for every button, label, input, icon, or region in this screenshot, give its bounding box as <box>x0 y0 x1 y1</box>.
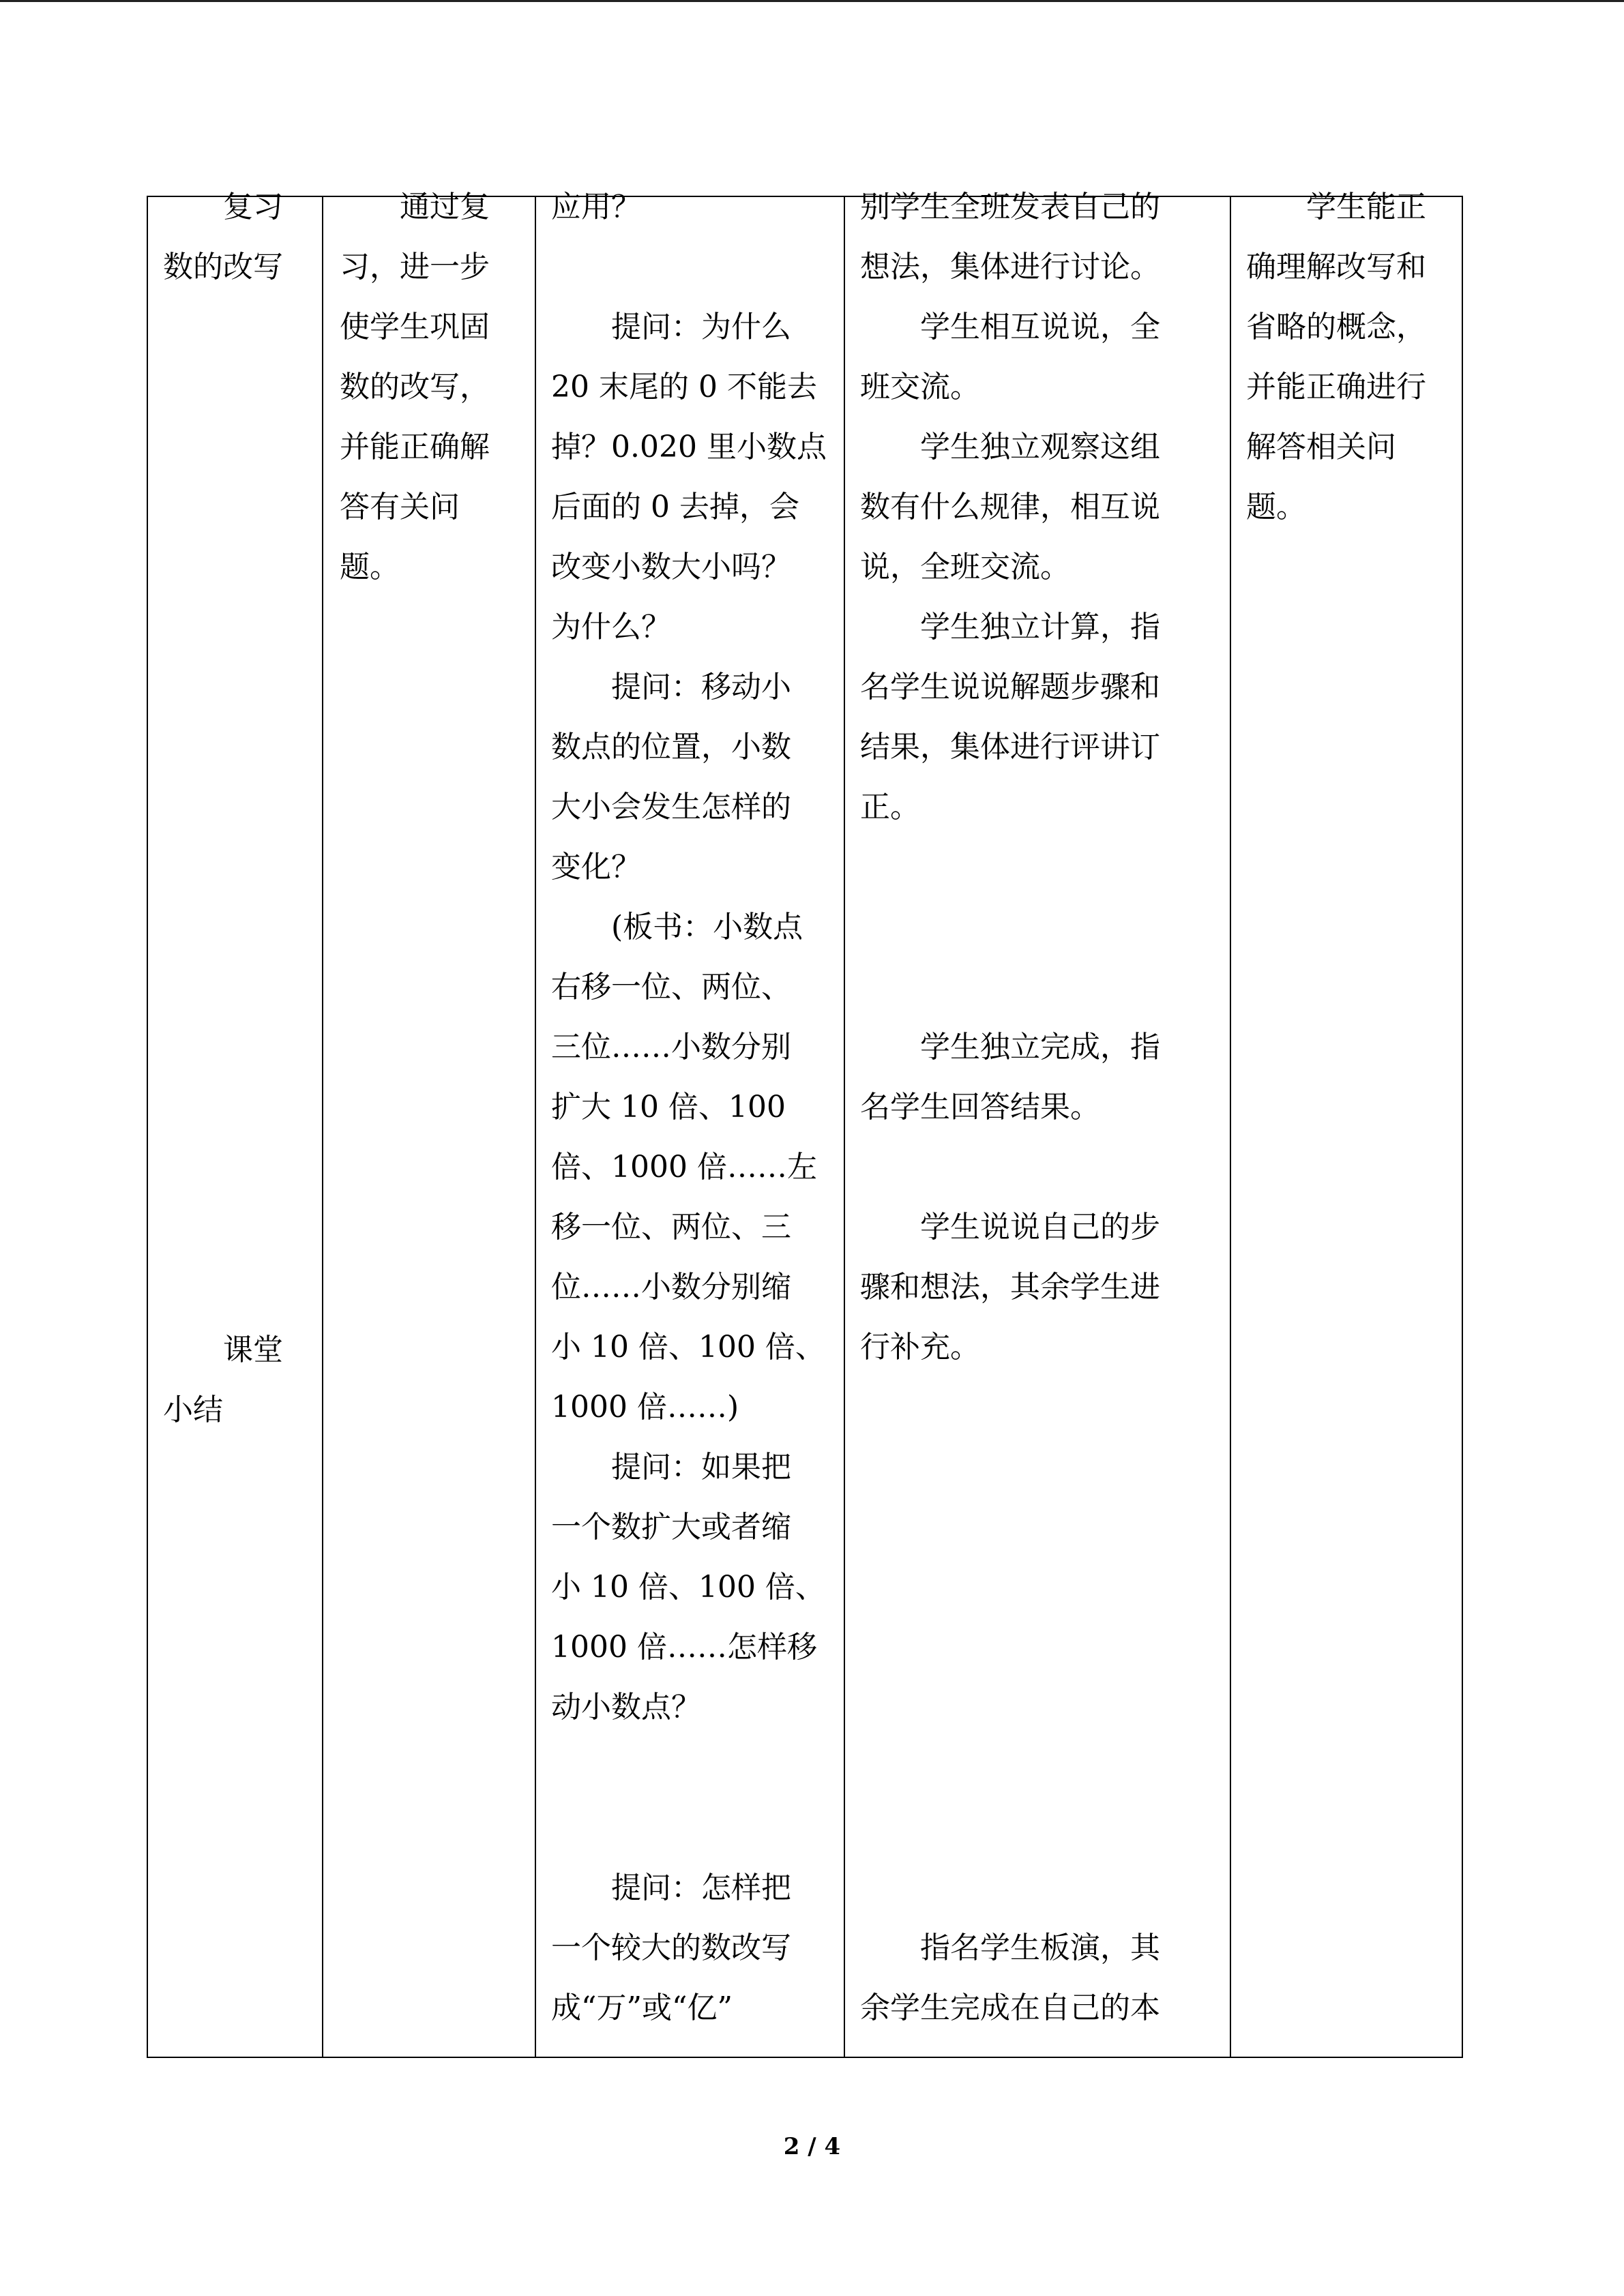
teacher-activity-line: 为什么？ <box>551 610 671 644</box>
outcome-line: 确理解改写和 <box>1246 250 1426 284</box>
column-section <box>148 190 322 2057</box>
teacher-activity-line: 位……小数分别缩 <box>551 1270 791 1304</box>
student-activity-line: 正。 <box>860 790 920 824</box>
outcome-line: 并能正确进行 <box>1246 370 1426 404</box>
teacher-activity-line: 大小会发生怎样的 <box>551 790 791 824</box>
student-activity-line: 名学生回答结果。 <box>860 1090 1100 1124</box>
teacher-activity-line: 应用？ <box>551 190 641 224</box>
teacher-activity-line: (板书：小数点 <box>611 910 803 944</box>
teacher-activity-line: 提问：为什么 <box>611 310 791 344</box>
outcome-line: 省略的概念， <box>1246 310 1426 344</box>
teacher-activity-line: 20 末尾的 0 不能去 <box>551 370 817 404</box>
student-activity-line: 想法，集体进行讨论。 <box>860 250 1160 284</box>
student-activity-line: 行补充。 <box>860 1330 980 1365</box>
column-outcome <box>1230 190 1464 2057</box>
page-top-border <box>0 0 1624 2</box>
student-activity-line: 结果，集体进行评讲订 <box>860 730 1160 764</box>
section-title-summary-line1: 课堂 <box>223 1332 283 1367</box>
teacher-activity-line: 移一位、两位、三 <box>551 1210 791 1244</box>
teacher-activity-line: 扩大 10 倍、100 <box>551 1090 786 1124</box>
teacher-activity-line: 动小数点？ <box>551 1690 701 1725</box>
page-number: 2 / 4 <box>783 2133 841 2160</box>
objective-line: 习，进一步 <box>340 250 490 284</box>
student-activity-line: 学生独立完成，指 <box>920 1030 1160 1064</box>
objective-line: 并能正确解 <box>340 430 490 464</box>
teacher-activity-line: 数点的位置，小数 <box>551 730 791 764</box>
student-activity-line: 学生相互说说，全 <box>920 310 1160 344</box>
section-title-review-line2: 数的改写 <box>163 250 283 284</box>
objective-line: 题。 <box>340 550 400 584</box>
teacher-activity-line: 右移一位、两位、 <box>551 970 791 1004</box>
student-activity-line: 学生说说自己的步 <box>920 1210 1160 1244</box>
teacher-activity-line: 掉？0.020 里小数点 <box>551 430 827 464</box>
section-title-review-line1: 复习 <box>223 190 283 224</box>
teacher-activity-line: 1000 倍……) <box>551 1390 739 1425</box>
column-teacher-activity <box>535 190 844 2057</box>
student-activity-line: 班交流。 <box>860 370 980 404</box>
teacher-activity-line: 提问：怎样把 <box>611 1870 791 1905</box>
teacher-activity-line: 提问：移动小 <box>611 670 791 704</box>
lesson-plan-table <box>147 190 1463 2058</box>
teacher-activity-line: 倍、1000 倍……左 <box>551 1150 817 1184</box>
teacher-activity-line: 提问：如果把 <box>611 1450 791 1485</box>
student-activity-line: 余学生完成在自己的本 <box>860 1991 1160 2025</box>
student-activity-line: 别学生全班发表自己的 <box>860 190 1160 224</box>
teacher-activity-line: 1000 倍……怎样移 <box>551 1630 817 1665</box>
student-activity-line: 名学生说说解题步骤和 <box>860 670 1160 704</box>
teacher-activity-line: 改变小数大小吗？ <box>551 550 791 584</box>
student-activity-line: 指名学生板演，其 <box>920 1930 1160 1965</box>
student-activity-line: 骤和想法，其余学生进 <box>860 1270 1160 1304</box>
objective-line: 使学生巩固 <box>340 310 490 344</box>
outcome-line: 学生能正 <box>1306 190 1426 224</box>
column-objective <box>322 190 535 2057</box>
section-title-summary-line2: 小结 <box>163 1392 223 1427</box>
teacher-activity-line: 后面的 0 去掉，会 <box>551 490 799 524</box>
objective-line: 数的改写， <box>340 370 490 404</box>
student-activity-line: 数有什么规律，相互说 <box>860 490 1160 524</box>
teacher-activity-line: 三位……小数分别 <box>551 1030 791 1064</box>
student-activity-line: 说，全班交流。 <box>860 550 1070 584</box>
student-activity-line: 学生独立观察这组 <box>920 430 1160 464</box>
teacher-activity-line: 一个较大的数改写 <box>551 1930 791 1965</box>
teacher-activity-line: 变化？ <box>551 850 641 884</box>
outcome-line: 解答相关问 <box>1246 430 1396 464</box>
objective-line: 通过复 <box>400 190 490 224</box>
teacher-activity-line: 小 10 倍、100 倍、 <box>551 1330 825 1365</box>
outcome-line: 题。 <box>1246 490 1306 524</box>
student-activity-line: 学生独立计算，指 <box>920 610 1160 644</box>
teacher-activity-line: 小 10 倍、100 倍、 <box>551 1570 825 1605</box>
column-student-activity <box>844 190 1230 2057</box>
teacher-activity-line: 成“万”或“亿” <box>551 1991 733 2025</box>
objective-line: 答有关问 <box>340 490 460 524</box>
teacher-activity-line: 一个数扩大或者缩 <box>551 1510 791 1545</box>
